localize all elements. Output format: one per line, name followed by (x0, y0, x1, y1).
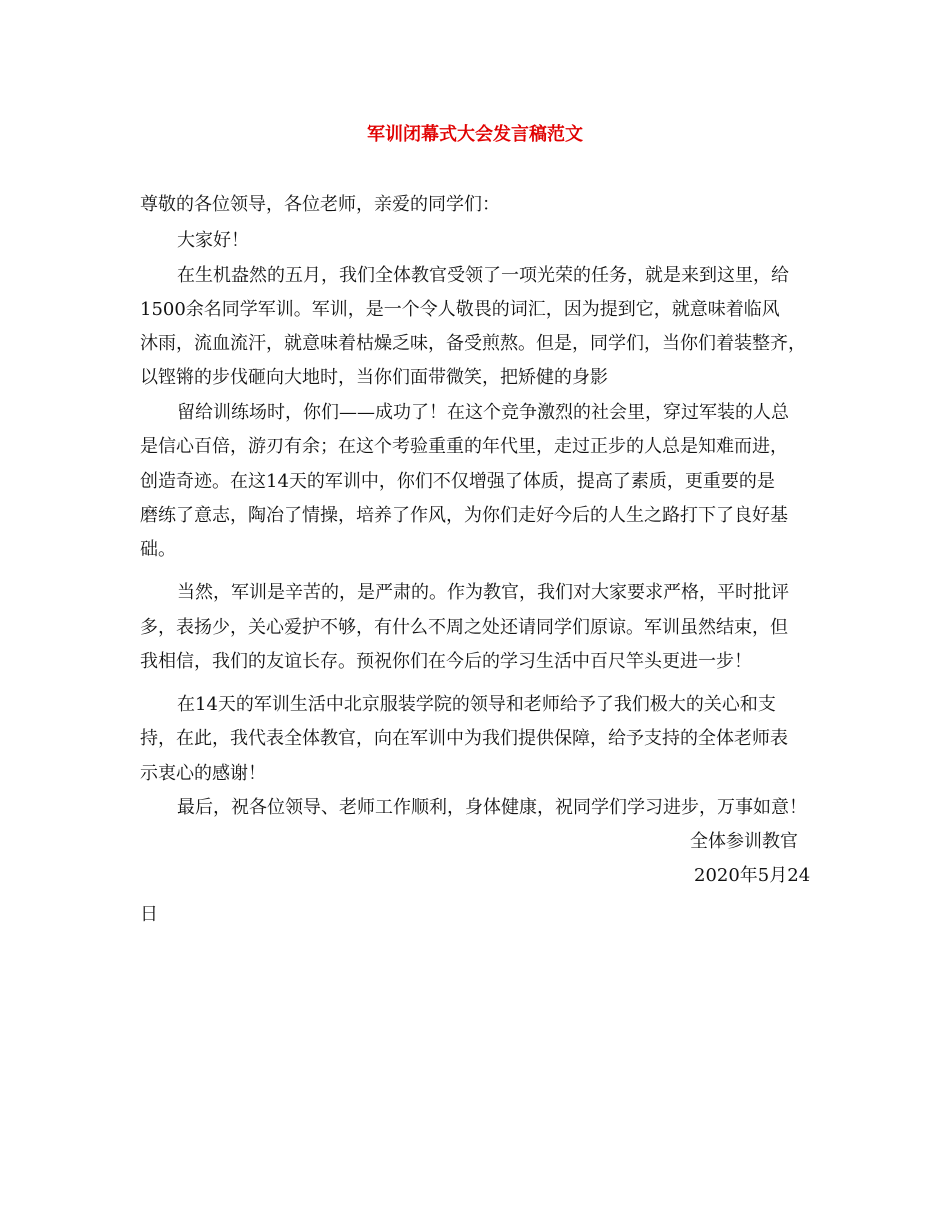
paragraph-2-line: 是信心百倍，游刃有余；在这个考验重重的年代里，走过正步的人总是知难而进， (140, 436, 788, 457)
paragraph-1-line: 沐雨，流血流汗，就意味着枯燥乏味，备受煎熬。但是，同学们，当你们着装整齐， (140, 333, 806, 354)
paragraph-2-line: 础。 (140, 539, 176, 560)
closing-line: 最后，祝各位领导、老师工作顺利，身体健康，祝同学们学习进步，万事如意！ (177, 797, 807, 818)
paragraph-4-line: 在14天的军训生活中北京服装学院的领导和老师给予了我们极大的关心和支 (177, 694, 776, 715)
document-title: 军训闭幕式大会发言稿范文 (367, 124, 583, 145)
paragraph-4-line: 示衷心的感谢！ (140, 763, 266, 784)
paragraph-3-line: 当然，军训是辛苦的，是严肃的。作为教官，我们对大家要求严格，平时批评 (177, 582, 789, 603)
paragraph-2-line: 留给训练场时，你们——成功了！在这个竞争激烈的社会里，穿过军装的人总 (177, 402, 789, 423)
paragraph-4-line: 持，在此，我代表全体教官，向在军训中为我们提供保障，给予支持的全体老师表 (140, 728, 788, 749)
signature: 全体参训教官 (690, 831, 798, 852)
paragraph-3-line: 我相信，我们的友谊长存。预祝你们在今后的学习生活中百尺竿头更进一步！ (140, 651, 752, 672)
paragraph-2-line: 创造奇迹。在这14天的军训中，你们不仅增强了体质，提高了素质，更重要的是 (140, 471, 775, 492)
paragraph-3-line: 多，表扬少，关心爱护不够，有什么不周之处还请同学们原谅。军训虽然结束，但 (140, 617, 788, 638)
paragraph-2-line: 磨练了意志，陶冶了情操，培养了作风，为你们走好今后的人生之路打下了良好基 (140, 505, 788, 526)
date-continuation: 日 (140, 904, 158, 925)
salutation: 尊敬的各位领导，各位老师，亲爱的同学们： (140, 194, 500, 215)
date: 2020年5月24 (694, 865, 811, 886)
paragraph-1-line: 在生机盎然的五月，我们全体教官受领了一项光荣的任务，就是来到这里，给 (177, 265, 789, 286)
paragraph-1-line: 以铿锵的步伐砸向大地时，当你们面带微笑，把矫健的身影 (140, 367, 608, 388)
greeting: 大家好！ (177, 230, 249, 251)
paragraph-1-line: 1500余名同学军训。军训，是一个令人敬畏的词汇，因为提到它，就意味着临风 (140, 299, 780, 320)
